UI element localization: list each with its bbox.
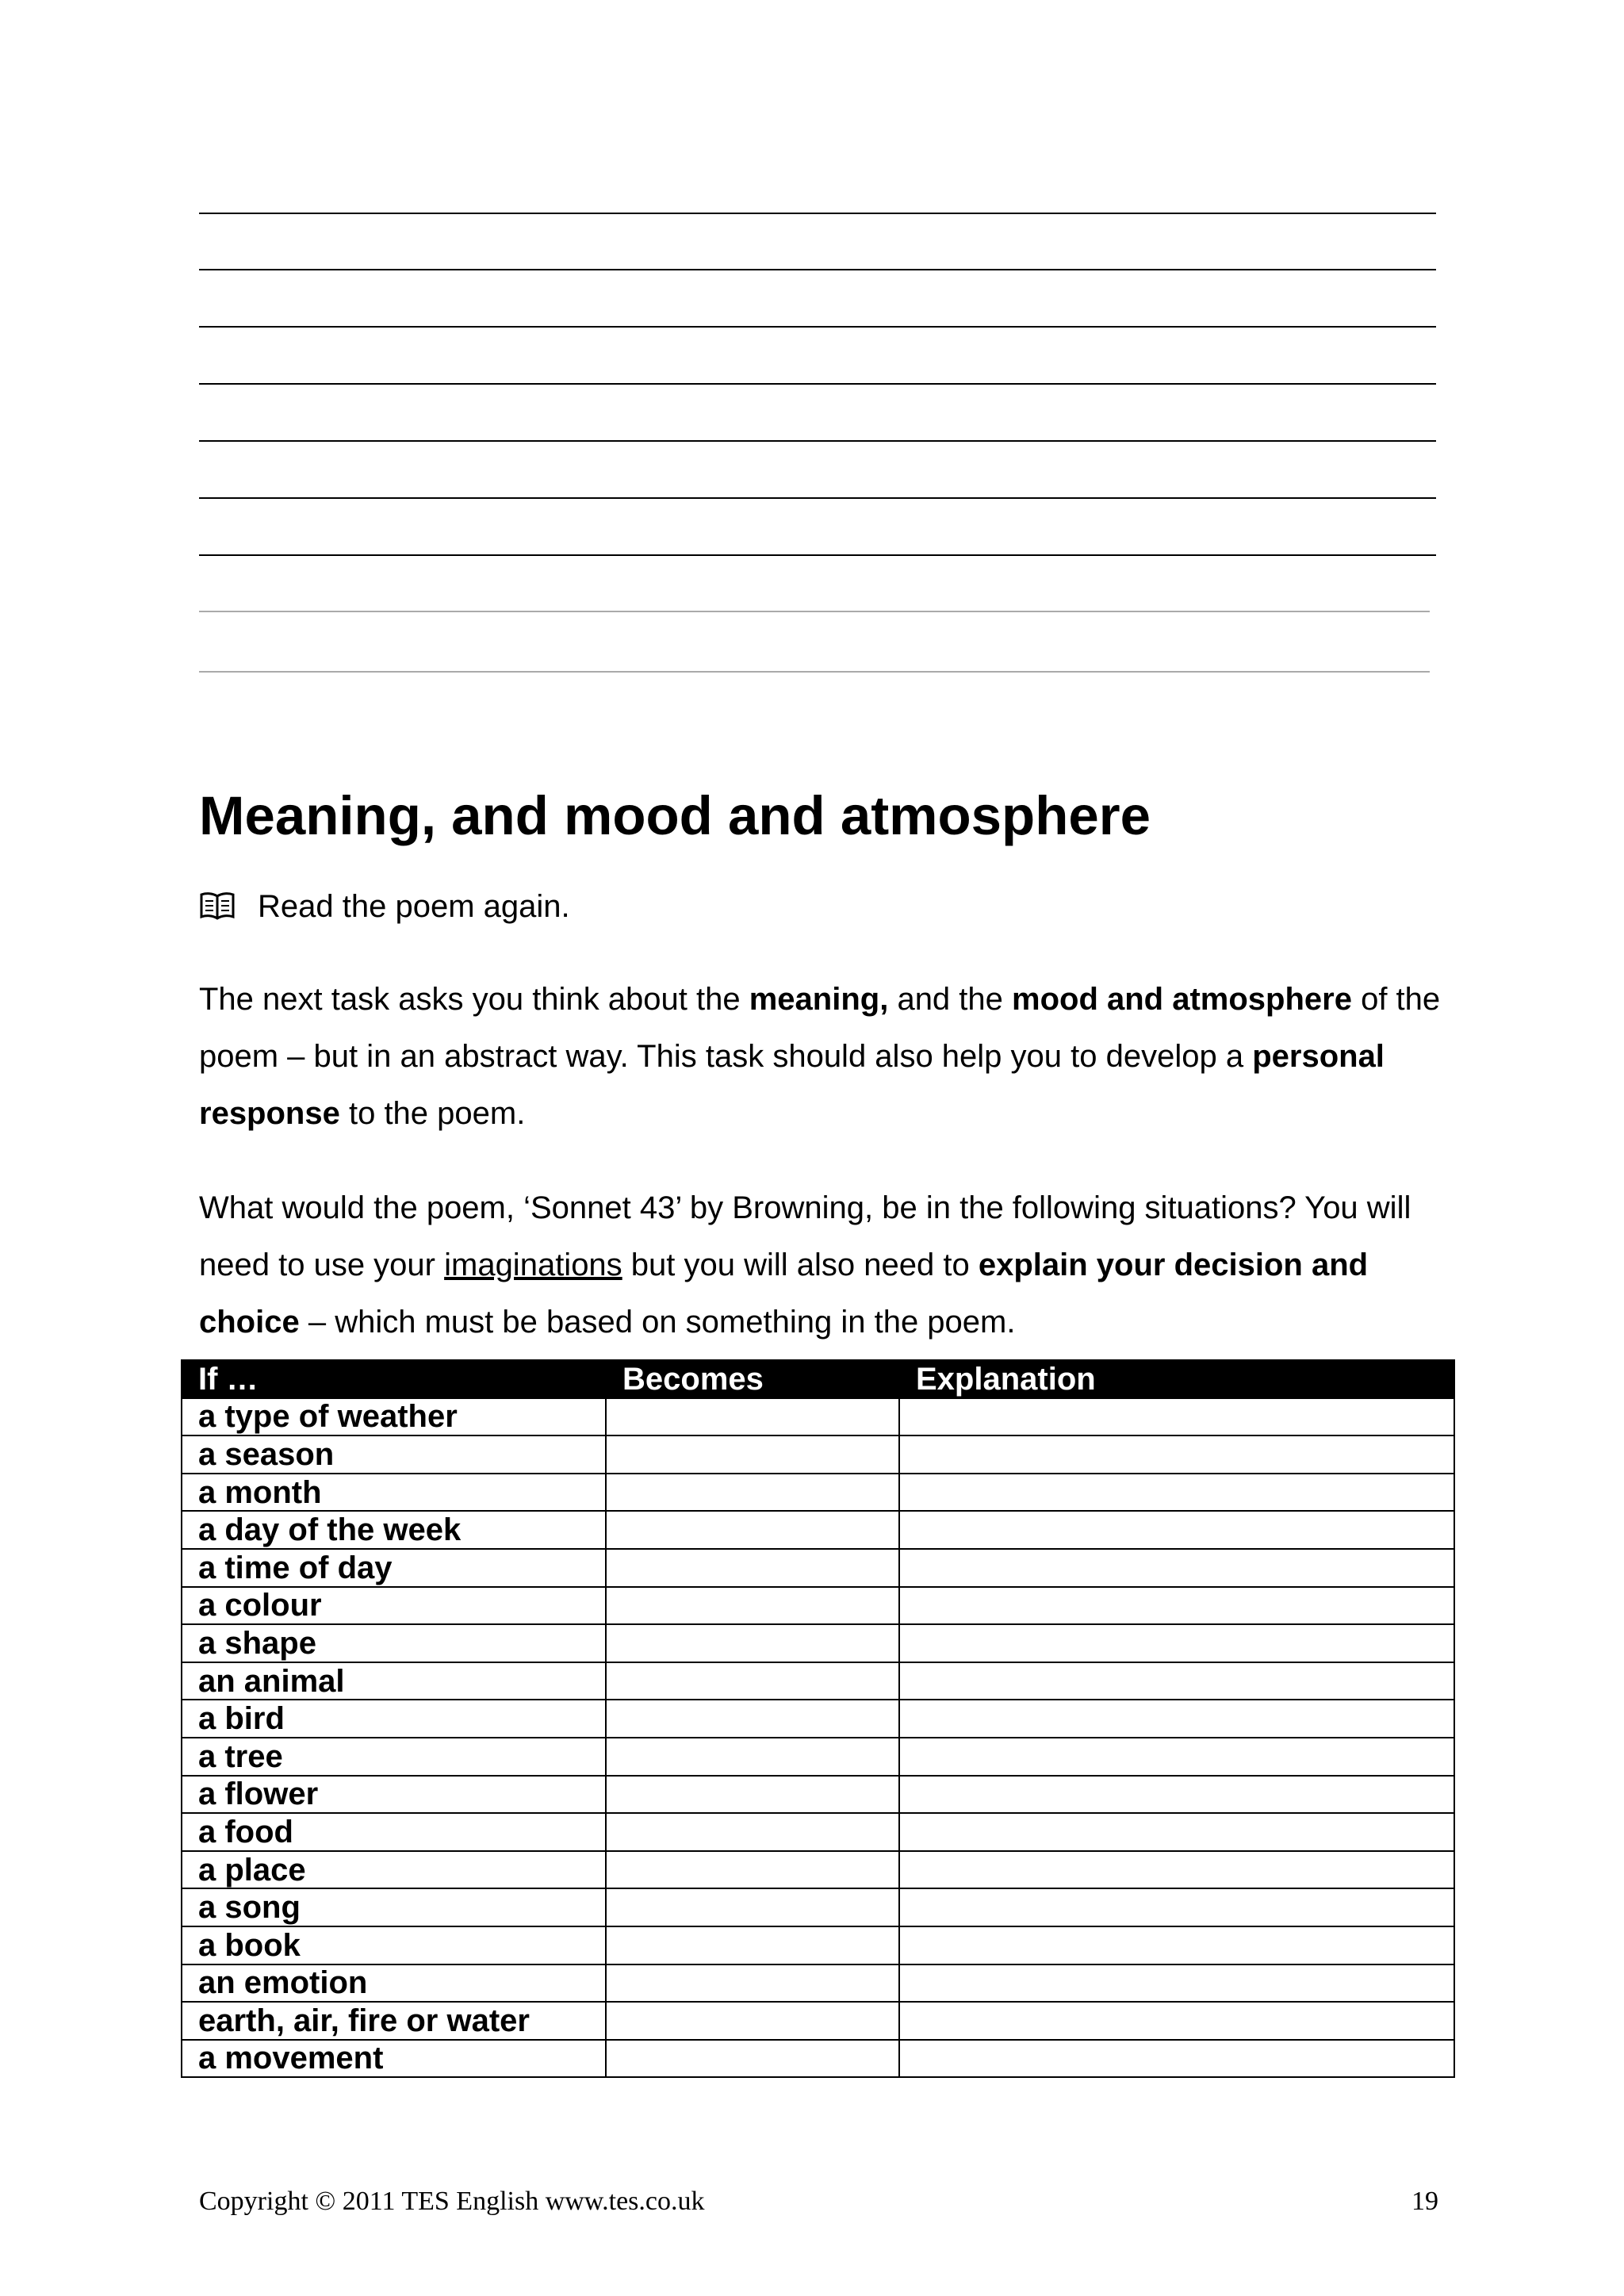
writing-line xyxy=(199,497,1436,499)
table-row xyxy=(182,1964,1454,2003)
explanation-cell[interactable] xyxy=(899,1435,1454,1474)
bold-text: explain your decision and choice xyxy=(199,1248,1369,1340)
becomes-cell[interactable] xyxy=(606,1662,899,1700)
becomes-cell[interactable] xyxy=(606,1511,899,1549)
task-paragraph xyxy=(199,971,1452,1142)
paragraph-text: but you will also need to xyxy=(622,1248,979,1282)
explanation-cell[interactable] xyxy=(899,1474,1454,1512)
row-label: a bird xyxy=(182,1700,606,1738)
paragraph-text: – which must be based on something in the poem. xyxy=(299,1305,1016,1340)
paragraph-text: and the xyxy=(888,982,1013,1017)
writing-line xyxy=(199,213,1436,214)
explanation-cell[interactable] xyxy=(899,1888,1454,1926)
becomes-cell[interactable] xyxy=(606,1587,899,1625)
becomes-cell[interactable] xyxy=(606,1776,899,1814)
bold-text: meaning, xyxy=(749,982,889,1017)
table-row xyxy=(182,1813,1454,1851)
explanation-cell[interactable] xyxy=(899,1700,1454,1738)
row-label: a day of the week xyxy=(182,1511,606,1549)
row-label: a food xyxy=(182,1813,606,1851)
table-header-row xyxy=(182,1360,1454,1398)
becomes-cell[interactable] xyxy=(606,2002,899,2040)
explanation-cell[interactable] xyxy=(899,1926,1454,1964)
becomes-cell[interactable] xyxy=(606,1813,899,1851)
table-row xyxy=(182,2002,1454,2040)
bold-text: personal response xyxy=(199,1039,1385,1131)
table-row xyxy=(182,1851,1454,1889)
column-header-becomes: Becomes xyxy=(606,1360,899,1398)
explanation-cell[interactable] xyxy=(899,2002,1454,2040)
row-label: a colour xyxy=(182,1587,606,1625)
row-label: a book xyxy=(182,1926,606,1964)
table-row xyxy=(182,1776,1454,1814)
column-header-explanation: Explanation xyxy=(899,1360,1454,1398)
becomes-cell[interactable] xyxy=(606,1624,899,1662)
table-row xyxy=(182,1435,1454,1474)
becomes-cell[interactable] xyxy=(606,2040,899,2078)
explanation-cell[interactable] xyxy=(899,1738,1454,1776)
explanation-cell[interactable] xyxy=(899,1511,1454,1549)
writing-line xyxy=(199,383,1436,385)
table-row xyxy=(182,1926,1454,1964)
becomes-cell[interactable] xyxy=(606,1398,899,1436)
becomes-cell[interactable] xyxy=(606,1738,899,1776)
table-row xyxy=(182,1888,1454,1926)
question-paragraph xyxy=(199,1179,1452,1351)
table-row xyxy=(182,1398,1454,1436)
row-label: a shape xyxy=(182,1624,606,1662)
explanation-cell[interactable] xyxy=(899,1549,1454,1587)
writing-line xyxy=(199,326,1436,328)
book-icon xyxy=(199,891,236,922)
table-row xyxy=(182,1549,1454,1587)
row-label: a tree xyxy=(182,1738,606,1776)
becomes-cell[interactable] xyxy=(606,1964,899,2003)
explanation-cell[interactable] xyxy=(899,1662,1454,1700)
column-header-if: If … xyxy=(182,1360,606,1398)
explanation-cell[interactable] xyxy=(899,1624,1454,1662)
paragraph-text: of the poem – but in an abstract way. This task should also help you to develop a xyxy=(199,982,1441,1074)
becomes-cell[interactable] xyxy=(606,1700,899,1738)
section-heading: Meaning, and mood and atmosphere xyxy=(199,785,1151,846)
row-label: a movement xyxy=(182,2040,606,2078)
paragraph-text: to the poem. xyxy=(339,1096,526,1131)
row-label: a song xyxy=(182,1888,606,1926)
table-row xyxy=(182,1662,1454,1700)
row-label: a type of weather xyxy=(182,1398,606,1436)
row-label: a place xyxy=(182,1851,606,1889)
table-row xyxy=(182,1474,1454,1512)
explanation-cell[interactable] xyxy=(899,1813,1454,1851)
writing-line xyxy=(199,269,1436,270)
table-row xyxy=(182,1624,1454,1662)
writing-line xyxy=(199,440,1436,442)
row-label: a month xyxy=(182,1474,606,1512)
becomes-cell[interactable] xyxy=(606,1851,899,1889)
explanation-cell[interactable] xyxy=(899,1851,1454,1889)
instruction xyxy=(199,883,570,930)
row-label: earth, air, fire or water xyxy=(182,2002,606,2040)
row-label: a season xyxy=(182,1435,606,1474)
writing-line xyxy=(199,611,1430,612)
row-label: a flower xyxy=(182,1776,606,1814)
becomes-cell[interactable] xyxy=(606,1888,899,1926)
row-label: a time of day xyxy=(182,1549,606,1587)
paragraph-text: What would the poem, ‘Sonnet 43’ by Browning, be in the following situations? You will need to use your xyxy=(199,1190,1411,1282)
instruction-text: Read the poem again. xyxy=(258,889,570,924)
row-label: an emotion xyxy=(182,1964,606,2003)
table-row xyxy=(182,1511,1454,1549)
becomes-cell[interactable] xyxy=(606,1435,899,1474)
bold-text: mood and atmosphere xyxy=(1012,982,1352,1017)
explanation-cell[interactable] xyxy=(899,1587,1454,1625)
writing-line xyxy=(199,554,1436,556)
table-row xyxy=(182,1587,1454,1625)
explanation-cell[interactable] xyxy=(899,1398,1454,1436)
row-label: an animal xyxy=(182,1662,606,1700)
underlined-text: imaginations xyxy=(444,1248,622,1282)
explanation-cell[interactable] xyxy=(899,1964,1454,2003)
table-row xyxy=(182,1738,1454,1776)
becomes-cell[interactable] xyxy=(606,1926,899,1964)
writing-line xyxy=(199,671,1430,673)
response-table xyxy=(181,1359,1455,2078)
becomes-cell[interactable] xyxy=(606,1549,899,1587)
becomes-cell[interactable] xyxy=(606,1474,899,1512)
paragraph-text: The next task asks you think about the xyxy=(199,982,749,1017)
table-row xyxy=(182,2040,1454,2078)
explanation-cell[interactable] xyxy=(899,2040,1454,2078)
copyright: Copyright © 2011 TES English www.tes.co.uk xyxy=(199,2187,705,2216)
table-row xyxy=(182,1700,1454,1738)
page-number: 19 xyxy=(1411,2187,1438,2216)
explanation-cell[interactable] xyxy=(899,1776,1454,1814)
